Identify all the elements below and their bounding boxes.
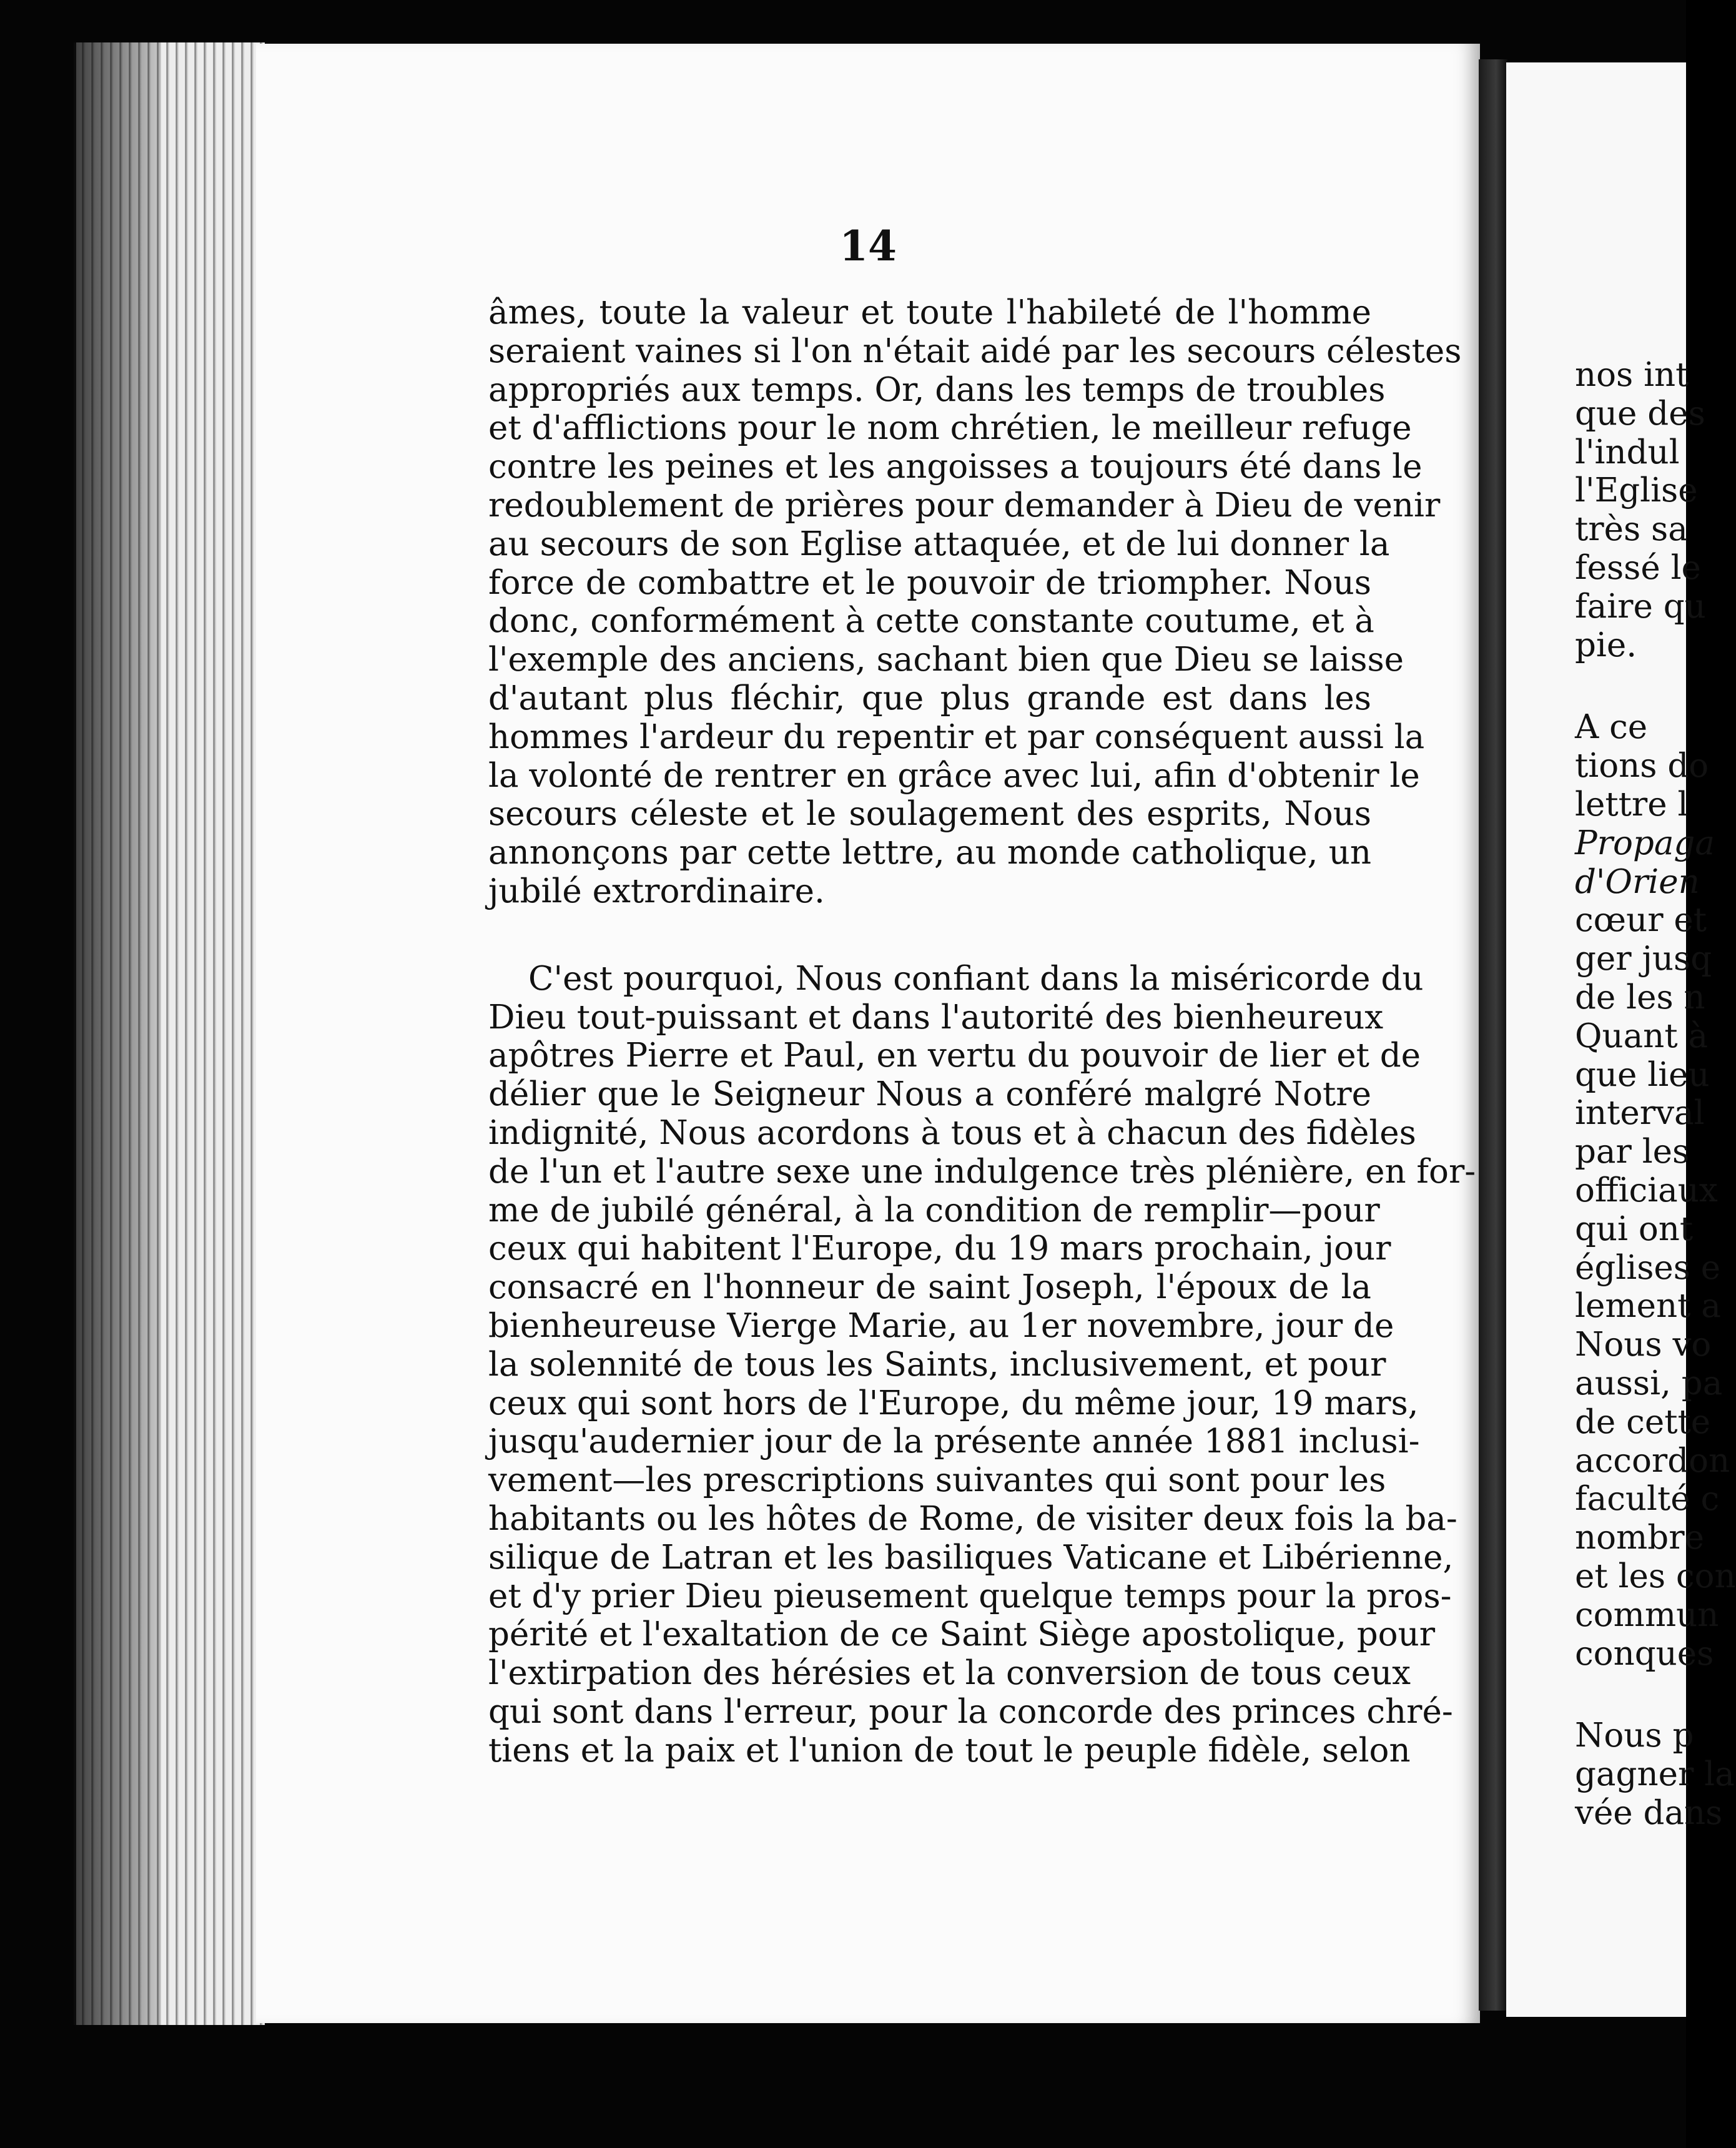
text-line: qui sont dans l'erreur, pour la concorde des princes chré- [488,1692,1453,1731]
paragraph-1 [488,293,1462,911]
facing-text-line: Nous vo [1575,1326,1712,1364]
facing-text-line: lettre l [1575,785,1689,824]
facing-text-line: cœur et [1575,901,1707,940]
text-line: appropriés aux temps. Or, dans les temps de troubles [488,370,1386,409]
facing-text-line [1575,1673,1736,1717]
text-line: tiens et la paix et l'union de tout le peuple fidèle, selon [488,1731,1411,1770]
facing-text-line: officiaux [1575,1171,1718,1209]
facing-text-line: l'indul [1575,433,1680,471]
book-page [256,44,1480,2023]
facing-text-line: nos int [1575,356,1689,394]
facing-text-line: vée dans [1575,1793,1723,1832]
text-line: délier que le Seigneur Nous a conféré malgré Notre [488,1075,1371,1114]
page-number: 14 [839,222,897,270]
facing-text-line: accordon [1575,1441,1730,1480]
text-line: âmes, toute la valeur et toute l'habileté de l'homme [488,293,1371,332]
facing-text-line: qui ont [1575,1209,1694,1248]
text-line: la volonté de rentrer en grâce avec lui, afin d'obtenir le [488,756,1420,795]
book-gutter [1479,59,1507,2011]
facing-text-line: églises e [1575,1248,1721,1287]
facing-text-line: tions do [1575,747,1709,786]
text-line: donc, conformément à cette constante coutume, et à [488,602,1374,641]
text-line: et d'y prier Dieu pieusement quelque temps pour la pros- [488,1577,1452,1615]
text-line: contre les peines et les angoisses a toujours été dans le [488,448,1423,486]
facing-text-line: l'Eglise [1575,471,1698,510]
facing-text-line: fessé le [1575,548,1701,587]
paragraph-gap [488,911,1371,960]
text-line: jubilé extrordinaire. [488,872,825,910]
text-line: habitants ou les hôtes de Rome, de visiter deux fois la ba- [488,1499,1457,1538]
facing-text-line: ger jusq [1575,940,1712,978]
text-line: vement—les prescriptions suivantes qui sont pour les [488,1461,1386,1500]
facing-text-line: que lieu [1575,1055,1710,1094]
facing-text-line: d'Orien [1575,862,1700,901]
text-line: la solennité de tous les Saints, inclusivement, et pour [488,1345,1386,1384]
facing-text-line: que des [1575,394,1705,433]
text-line: d'autant plus fléchir, que plus grande est dans les [488,679,1371,717]
facing-text-line: aussi, pa [1575,1364,1723,1402]
book-edge-shadow [74,42,161,2025]
text-line: périté et l'exaltation de ce Saint Siège apostolique, pour [488,1615,1436,1654]
text-line: l'extirpation des hérésies et la conversion de tous ceux [488,1654,1411,1693]
facing-page-text [1575,356,1736,1833]
text-line: Dieu tout-puissant et dans l'autorité des bienheureux [488,998,1384,1037]
facing-text-line: interval [1575,1094,1705,1133]
text-line: hommes l'ardeur du repentir et par conséquent aussi la [488,717,1425,756]
facing-text-line: gagner la [1575,1755,1735,1794]
text-line: seraient vaines si l'on n'était aidé par les secours célestes [488,332,1462,370]
facing-text-line: lement a [1575,1287,1721,1326]
facing-text-line: commun [1575,1595,1719,1634]
facing-text-line: de les n [1575,978,1705,1017]
text-line: C'est pourquoi, Nous confiant dans la miséricorde du [528,959,1424,998]
facing-text-line: et les con [1575,1557,1736,1595]
facing-text-line: faculté c [1575,1480,1720,1519]
facing-text-line: par les [1575,1133,1690,1171]
text-line: au secours de son Eglise attaquée, et de lui donner la [488,525,1390,563]
text-line: silique de Latran et les basiliques Vaticane et Libérienne, [488,1538,1454,1577]
facing-text-line: Propaga [1575,824,1715,862]
text-line: et d'afflictions pour le nom chrétien, le meilleur refuge [488,409,1412,448]
text-line: force de combattre et le pouvoir de triompher. Nous [488,563,1371,602]
text-line: consacré en l'honneur de saint Joseph, l'époux de la [488,1268,1371,1307]
facing-text-line [1575,664,1736,708]
text-line: secours céleste et le soulagement des esprits, Nous [488,795,1371,834]
facing-text-line: Quant à [1575,1017,1709,1055]
facing-text-line: A ce [1575,708,1648,747]
facing-text-line: pie. [1575,626,1637,664]
facing-text-line: conques [1575,1634,1714,1673]
text-line: de l'un et l'autre sexe une indulgence très plénière, en for- [488,1152,1476,1191]
text-line: bienheureuse Vierge Marie, au 1er novembre, jour de [488,1306,1394,1345]
text-line: jusqu'audernier jour de la présente année 1881 inclusi- [488,1422,1420,1461]
text-line: ceux qui sont hors de l'Europe, du même jour, 19 mars, [488,1384,1419,1422]
text-line: redoublement de prières pour demander à Dieu de venir [488,486,1441,525]
facing-page [1506,62,1736,2017]
paragraph-2 [488,959,1476,1770]
text-line: me de jubilé général, à la condition de remplir—pour [488,1191,1380,1229]
text-line: l'exemple des anciens, sachant bien que Dieu se laisse [488,641,1404,679]
text-line: ceux qui habitent l'Europe, du 19 mars prochain, jour [488,1229,1391,1268]
text-line: apôtres Pierre et Paul, en vertu du pouvoir de lier et de [488,1037,1421,1075]
facing-text-line: Nous p [1575,1717,1694,1755]
facing-text-line: nombre [1575,1519,1704,1557]
body-text [488,293,1476,1770]
facing-text-line: faire qu [1575,587,1706,626]
text-line: annonçons par cette lettre, au monde catholique, un [488,834,1371,872]
facing-text-line: très sa [1575,510,1688,549]
facing-text-line: de cette [1575,1402,1711,1441]
text-line: indignité, Nous acordons à tous et à chacun des fidèles [488,1113,1416,1152]
